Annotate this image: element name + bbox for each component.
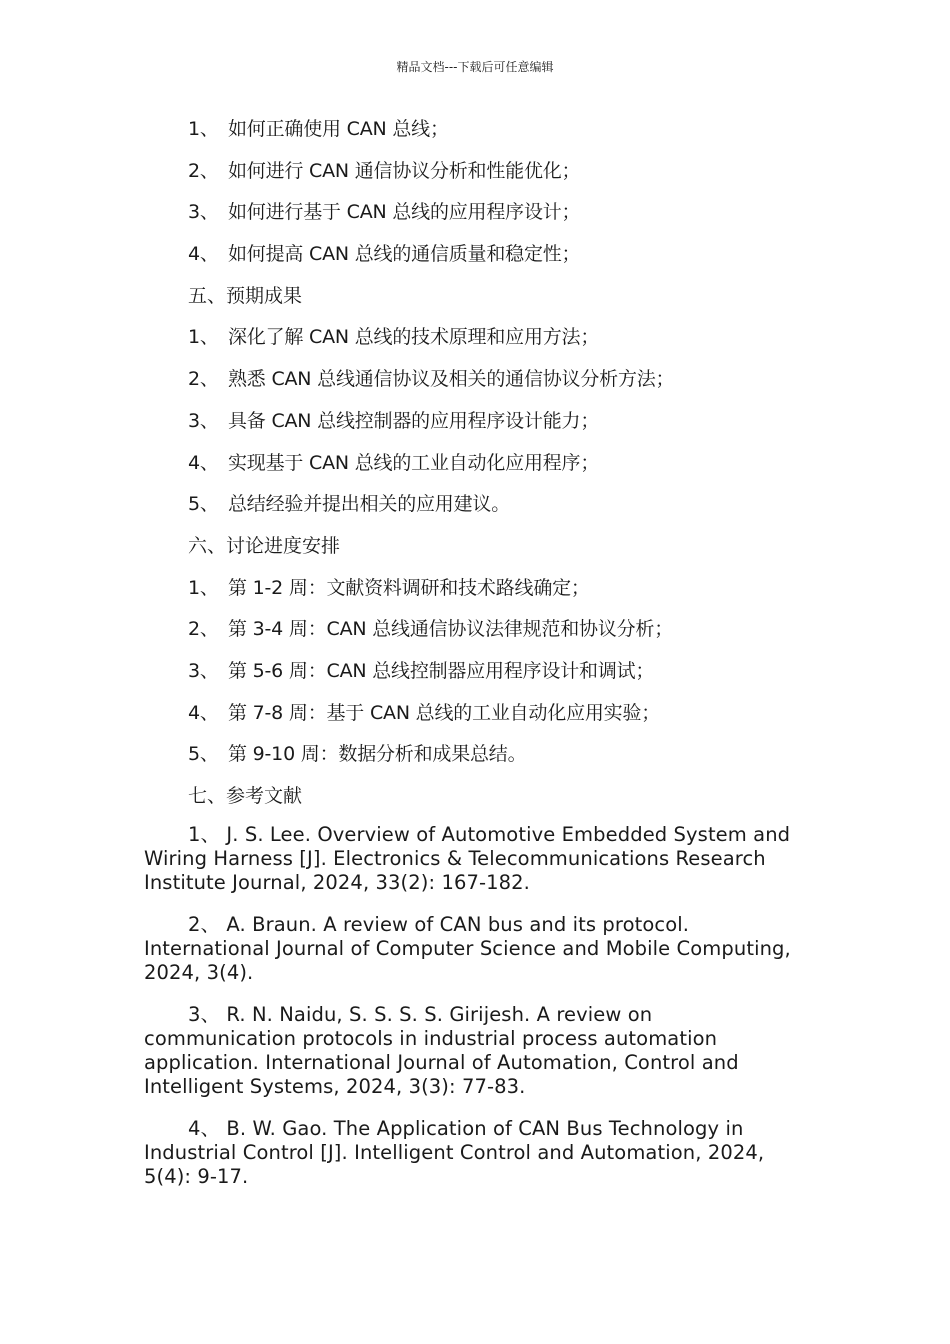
item-number: 5、	[188, 743, 219, 766]
list-item	[144, 737, 809, 771]
reference-item	[144, 1117, 809, 1189]
list-item	[144, 446, 809, 480]
list-item	[144, 362, 809, 396]
reference-text: J. S. Lee. Overview of Automotive Embedded System and Wiring Harness [J]. Electronics & Telecommunications Research Institute Journal, 2024, 33(2): 167-182.	[144, 823, 791, 894]
item-number: 5、	[188, 493, 219, 516]
item-number: 3、	[188, 659, 219, 682]
reference-item	[144, 823, 809, 895]
item-text: 第 7-8 周：基于 CAN 总线的工业自动化应用实验；	[228, 701, 661, 724]
section-heading-schedule: 六、讨论进度安排	[188, 534, 341, 557]
list-item	[144, 320, 809, 354]
item-text: 第 5-6 周：CAN 总线控制器应用程序设计和调试；	[228, 659, 655, 682]
item-text: 具备 CAN 总线控制器的应用程序设计能力；	[228, 409, 600, 432]
item-text: 如何正确使用 CAN 总线；	[228, 118, 449, 140]
item-number: 4、	[188, 243, 219, 266]
reference-text: A. Braun. A review of CAN bus and its protocol. International Journal of Computer Science and Mobile Computing, 2024, 3(4).	[144, 913, 791, 984]
expected-results-list	[144, 320, 809, 521]
item-text: 实现基于 CAN 总线的工业自动化应用程序；	[228, 451, 600, 474]
reference-text: B. W. Gao. The Application of CAN Bus Technology in Industrial Control [J]. Intelligent Control and Automation, 2024, 5(4): 9-17.	[144, 1117, 765, 1188]
item-number: 2、	[188, 368, 219, 391]
reference-item	[144, 913, 809, 985]
list-item	[144, 612, 809, 646]
reference-item	[144, 1003, 809, 1099]
item-text: 如何进行 CAN 通信协议分析和性能优化；	[228, 159, 581, 182]
item-text: 如何提高 CAN 总线的通信质量和稳定性；	[228, 243, 581, 266]
section-heading-references: 七、参考文献	[188, 785, 303, 807]
item-text: 深化了解 CAN 总线的技术原理和应用方法；	[228, 326, 600, 349]
schedule-list	[144, 571, 809, 772]
page-header: 精品文档---下载后可任意编辑	[396, 60, 554, 74]
list-item	[144, 696, 809, 730]
list-item	[144, 195, 809, 229]
section-heading-expected-results: 五、预期成果	[188, 284, 303, 307]
list-item	[144, 237, 809, 271]
questions-list	[144, 112, 809, 271]
reference-number: 2、	[188, 913, 221, 936]
item-text: 如何进行基于 CAN 总线的应用程序设计；	[228, 201, 581, 224]
item-number: 4、	[188, 701, 219, 724]
reference-number: 4、	[188, 1117, 221, 1140]
list-item	[144, 154, 809, 188]
list-item	[144, 404, 809, 438]
item-number: 1、	[188, 576, 219, 599]
reference-number: 3、	[188, 1003, 221, 1026]
list-item	[144, 571, 809, 605]
item-number: 1、	[188, 118, 219, 140]
reference-number: 1、	[188, 823, 221, 846]
list-item	[144, 654, 809, 688]
reference-text: R. N. Naidu, S. S. S. S. Girijesh. A review on communication protocols in industrial process automation application. International Journal of Automation, Control and Intelligent Systems, 2024, 3(3): 77-83.	[144, 1003, 739, 1098]
document-body	[144, 112, 809, 1207]
item-text: 总结经验并提出相关的应用建议。	[228, 493, 511, 516]
item-number: 2、	[188, 159, 219, 182]
item-number: 3、	[188, 409, 219, 432]
item-number: 3、	[188, 201, 219, 224]
item-text: 第 1-2 周：文献资料调研和技术路线确定；	[228, 576, 590, 599]
item-text: 第 9-10 周：数据分析和成果总结。	[228, 743, 527, 766]
item-number: 1、	[188, 326, 219, 349]
item-text: 第 3-4 周：CAN 总线通信协议法律规范和协议分析；	[228, 618, 674, 641]
list-item	[144, 487, 809, 521]
references-list	[144, 823, 809, 1189]
item-number: 4、	[188, 451, 219, 474]
list-item	[144, 112, 809, 146]
item-number: 2、	[188, 618, 219, 641]
item-text: 熟悉 CAN 总线通信协议及相关的通信协议分析方法；	[228, 368, 675, 391]
